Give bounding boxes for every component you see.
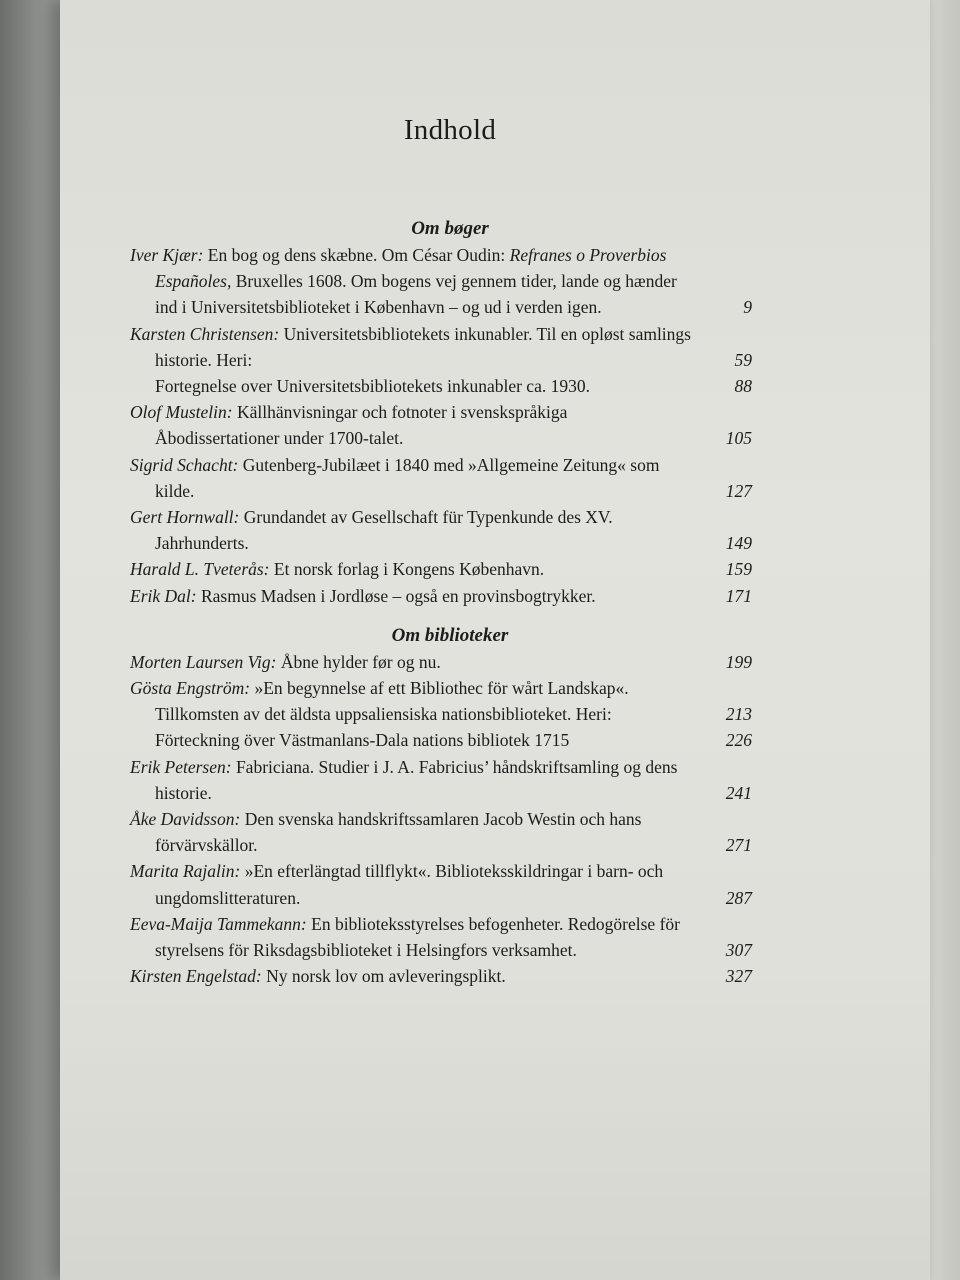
entry-author: Karsten Christensen: [130, 323, 280, 344]
toc-entry [130, 675, 752, 727]
toc-entry [130, 583, 752, 609]
entry-text: Källhänvisningar och fotnoter i svenskspråkiga Åbodissertationer under 1700-talet. [155, 402, 568, 449]
page-title: Indhold [403, 114, 497, 146]
toc-entry [130, 754, 752, 806]
page-number: 271 [725, 835, 752, 856]
toc-entry [130, 504, 752, 556]
entry-text: Fortegnelse over Universitetsbibliotekets inkunabler ca. 1930. [155, 376, 590, 397]
toc-sub-entry [130, 373, 752, 399]
page-number: 213 [725, 704, 752, 725]
entry-author: Harald L. Tveterås: [130, 559, 270, 580]
section-title-om-biblioteker: Om biblioteker [391, 624, 509, 646]
page-number: 9 [743, 297, 752, 318]
entry-text: Fabriciana. Studier i J. A. Fabricius’ håndskriftsamling og dens historie. [155, 756, 678, 803]
entry-text: Förteckning över Västmanlans-Dala nations bibliotek 1715 [155, 730, 570, 751]
toc-sub-entry [130, 727, 752, 753]
entry-text: En bog og dens skæbne. Om César Oudin: [203, 245, 510, 265]
page-number: 327 [725, 966, 752, 987]
page-number: 149 [725, 533, 752, 554]
entry-author: Olof Mustelin: [130, 402, 233, 423]
entry-author: Erik Dal: [130, 585, 197, 606]
toc-entry [130, 399, 752, 451]
page-number: 59 [734, 349, 752, 370]
entry-author: Gert Hornwall: [130, 507, 240, 528]
entry-work-title: Refranes o Proverbios Españoles, [155, 245, 667, 292]
page-number: 226 [725, 730, 752, 751]
entry-text: Ny norsk lov om avleveringsplikt. [261, 966, 506, 987]
page-number: 127 [725, 480, 752, 501]
entry-author: Erik Petersen: [130, 756, 232, 777]
table-of-contents [130, 110, 752, 989]
book-page [60, 0, 930, 1280]
entry-text: »En begynnelse af ett Bibliothec för wårt Landskap«. Tillkomsten av det äldsta uppsaliensiska nationsbiblioteket. Heri: [155, 678, 629, 725]
entry-text: »En efterlängtad tillflykt«. Biblioteksskildringar i barn- och ungdomslitteraturen. [155, 861, 664, 908]
toc-entry [130, 806, 752, 858]
entry-author: Marita Rajalin: [130, 861, 241, 882]
toc-entry [130, 963, 752, 989]
entry-author: Iver Kjær: [130, 245, 204, 265]
entry-text: Grundandet av Gesellschaft für Typenkunde des XV. Jahrhunderts. [155, 507, 613, 554]
entry-author: Gösta Engström: [130, 678, 251, 699]
entry-author: Morten Laursen Vig: [130, 651, 277, 672]
page-number: 171 [725, 585, 752, 606]
toc-entry [130, 452, 752, 504]
page-number: 241 [725, 782, 752, 803]
entry-text: Et norsk forlag i Kongens København. [269, 559, 545, 580]
page-number: 105 [725, 428, 752, 449]
entry-text: Den svenska handskriftssamlaren Jacob Westin och hans förvärvskällor. [155, 809, 642, 856]
page-number: 88 [734, 376, 752, 397]
page-number: 287 [725, 887, 752, 908]
toc-entry [130, 242, 752, 321]
entry-author: Sigrid Schacht: [130, 454, 239, 475]
entry-text: Rasmus Madsen i Jordløse – også en provinsbogtrykker. [196, 585, 596, 606]
toc-entry [130, 911, 752, 963]
entry-author: Åke Davidsson: [130, 809, 241, 830]
entry-author: Kirsten Engelstad: [130, 966, 262, 987]
toc-entry [130, 649, 752, 675]
entry-text: Bruxelles 1608. Om bogens vej gennem tider, lande og hænder ind i Universitetsbiblioteket i København – og ud i verden igen. [155, 271, 677, 318]
entry-author: Eeva-Maija Tammekann: [130, 913, 307, 934]
toc-entry [130, 321, 752, 373]
entry-text: Åbne hylder før og nu. [276, 651, 441, 672]
toc-entry [130, 858, 752, 910]
toc-entry [130, 556, 752, 582]
page-number: 159 [725, 559, 752, 580]
entry-text: Gutenberg-Jubilæet i 1840 med »Allgemeine Zeitung« som kilde. [155, 454, 660, 501]
page-number: 307 [725, 940, 752, 961]
page-number: 199 [725, 651, 752, 672]
entry-text: En biblioteksstyrelses befogenheter. Redogörelse för styrelsens för Riksdagsbiblioteket i Helsingfors verksamhet. [155, 913, 680, 961]
entry-text: Universitetsbibliotekets inkunabler. Til en opløst samlings historie. Heri: [155, 323, 691, 370]
section-title-om-boger: Om bøger [411, 218, 489, 239]
